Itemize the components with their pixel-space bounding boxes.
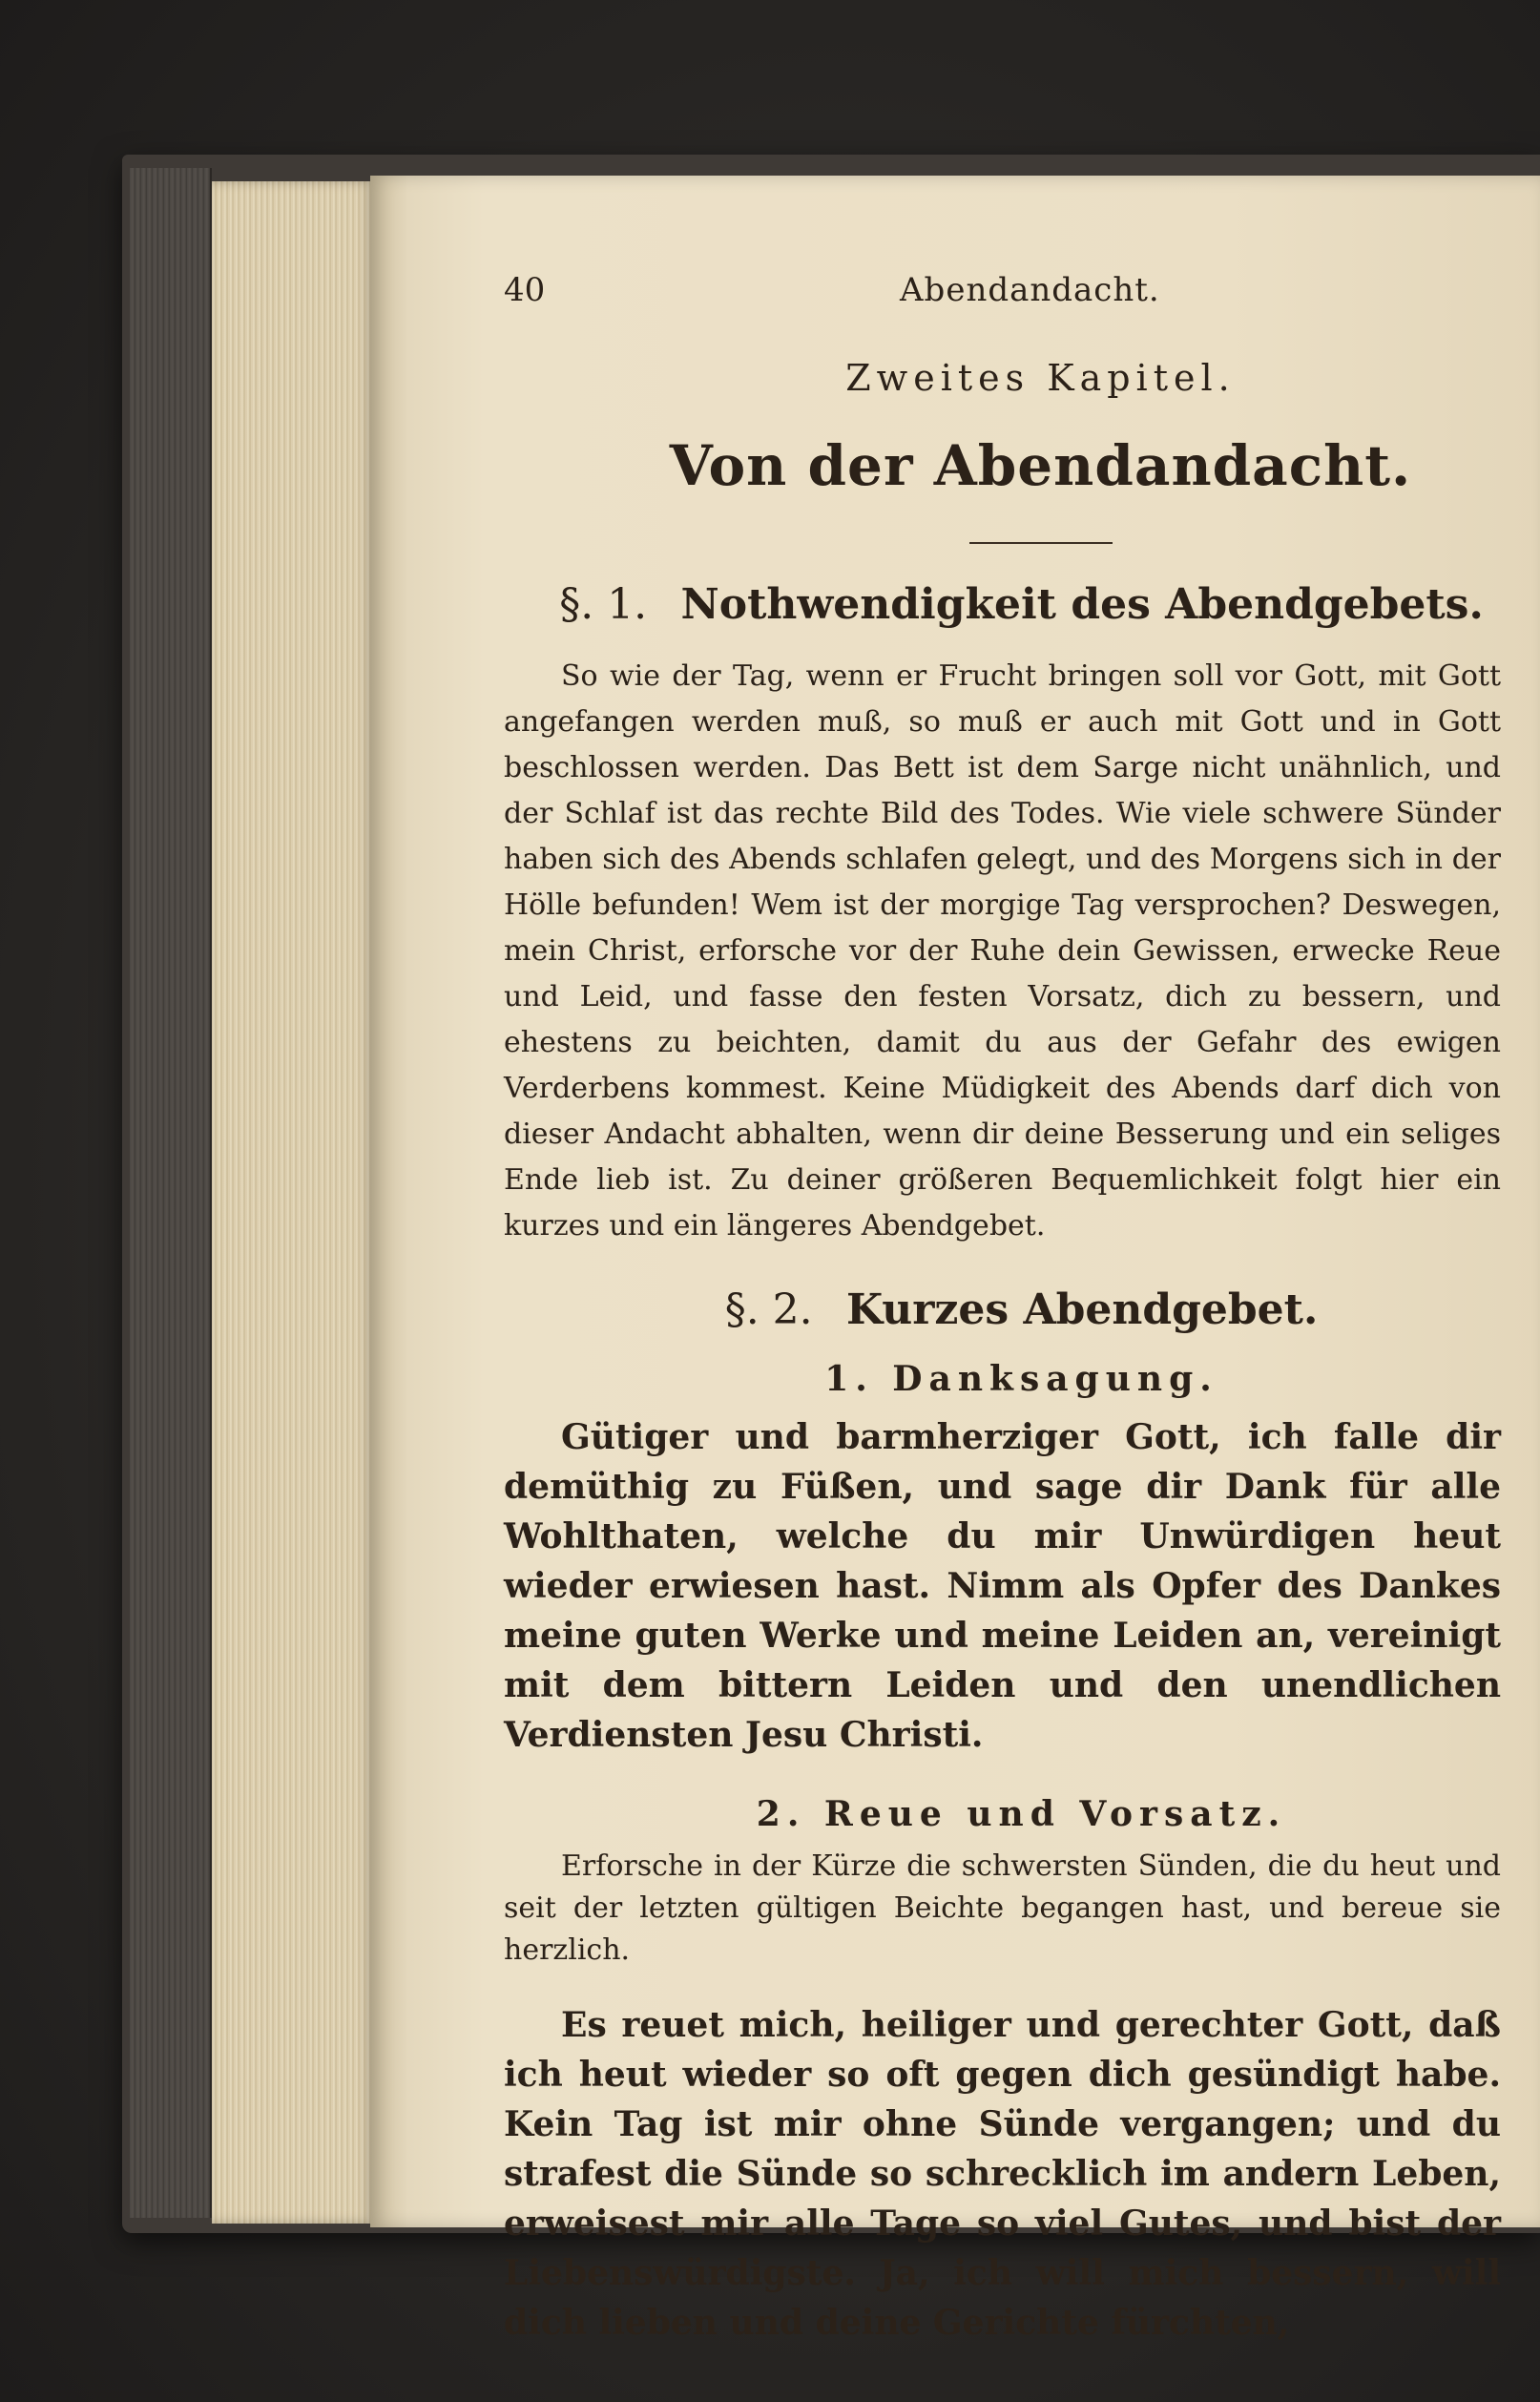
section-1-heading	[542, 580, 1501, 629]
running-head	[504, 271, 1501, 319]
chapter-label: Zweites Kapitel.	[845, 357, 1236, 399]
book-spine	[130, 168, 212, 2218]
page-edges	[212, 181, 374, 2224]
section-2-number: §. 2.	[724, 1285, 813, 1334]
page-content	[504, 271, 1501, 2382]
title-divider	[969, 542, 1113, 544]
reue-heading: 2. Reue und Vorsatz.	[756, 1794, 1287, 1834]
page-number: 40	[504, 271, 546, 309]
book-page	[370, 176, 1540, 2343]
section-2-title: Kurzes Abendgebet.	[845, 1285, 1319, 1334]
chapter-title: Von der Abendandacht.	[669, 433, 1412, 498]
reue-prayer: Es reuet mich, heiliger und gerechter Gott, daß ich heut wieder so oft gegen dich gesündigt habe. Kein Tag ist mir ohne Sünde vergangen; und du strafest die Sünde so schrecklich im andern Leben, erweisest mir alle Tage so viel Gutes, und bist der Liebenswürdigste. Ja, ich will mich bessern, will dich lieben und deine Gerichte fürchten,	[504, 2005, 1501, 2343]
danksagung-heading: 1. Danksagung.	[824, 1359, 1218, 1399]
running-title: Abendandacht.	[900, 271, 1160, 309]
reue-instruction: Erforsche in der Kürze die schwersten Sünden, die du heut und seit der letzten gültigen Beichte begangen hast, und bereue sie herzlich.	[504, 1849, 1501, 1967]
section-1-text: So wie der Tag, wenn er Frucht bringen soll vor Gott, mit Gott angefangen werden muß, so muß er auch mit Gott und in Gott beschlossen werden. Das Bett ist dem Sarge nicht unähnlich, und der Schlaf ist das rechte Bild des Todes. Wie viele schwere Sünder haben sich des Abends schlafen gelegt, und des Morgens sich in der Hölle befunden! Wem ist der morgige Tag versprochen? Deswegen, mein Christ, erforsche vor der Ruhe dein Gewissen, erwecke Reue und Leid, und fasse den festen Vorsatz, dich zu bessern, und ehestens zu beichten, damit du aus der Gefahr des ewigen Verderbens kommest. Keine Müdigkeit des Abends darf dich von dieser Andacht abhalten, wenn dir deine Besserung und ein seliges Ende lieb ist. Zu deiner größeren Bequemlichkeit folgt hier ein kurzes und ein längeres Abendgebet.	[504, 659, 1501, 1243]
danksagung-prayer: Gütiger und barmherziger Gott, ich falle dir demüthig zu Füßen, und sage dir Dank für alle Wohlthaten, welche du mir Unwürdigen heut wieder erwiesen hast. Nimm als Opfer des Dankes meine guten Werke und meine Leiden an, vereinigt mit dem bittern Leiden und den unendlichen Verdiensten Jesu Christi.	[504, 1417, 1501, 1755]
section-1-number: §. 1.	[559, 580, 648, 629]
section-1-title: Nothwendigkeit des Abendgebets.	[680, 580, 1484, 629]
section-2-heading	[542, 1285, 1501, 1334]
